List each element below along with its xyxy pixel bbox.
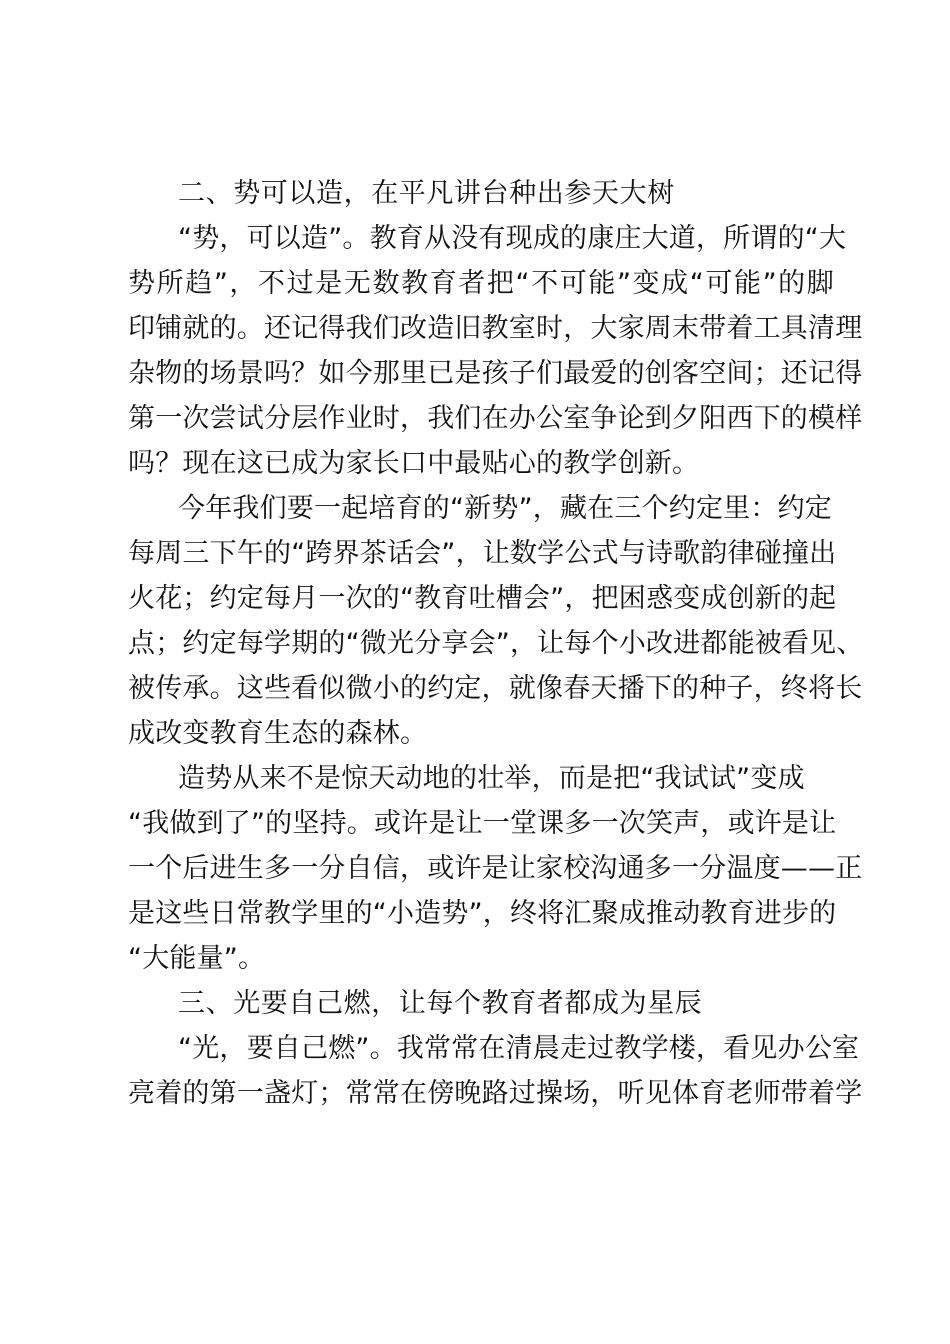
- paragraph-line: “势，可以造”。教育从没有现成的康庄大道，所谓的“大: [178, 223, 847, 254]
- paragraph-line: 火花；约定每月一次的“教育吐槽会”，把困惑变成创新的起: [128, 583, 837, 614]
- paragraph-line: 势所趋”，不过是无数教育者把“不可能”变成“可能”的脚: [128, 268, 834, 299]
- paragraph-line: 是这些日常教学里的“小造势”，终将汇聚成推动教育进步的: [128, 898, 837, 929]
- paragraph-line: 每周三下午的“跨界茶话会”，让数学公式与诗歌韵律碰撞出: [128, 538, 837, 569]
- paragraph-line: “我做到了”的坚持。或许是让一堂课多一次笑声，或许是让: [128, 808, 837, 839]
- paragraph-line: 吗？现在这已成为家长口中最贴心的教学创新。: [128, 448, 700, 479]
- paragraph-line: 杂物的场景吗？如今那里已是孩子们最爱的创客空间；还记得: [128, 358, 863, 389]
- paragraph-line: 成改变教育生态的森林。: [128, 718, 428, 749]
- paragraph-line: “光，要自己燃”。我常常在清晨走过教学楼，看见办公室: [178, 1033, 860, 1064]
- paragraph-line: 被传承。这些看似微小的约定，就像春天播下的种子，终将长: [128, 673, 863, 704]
- paragraph-line: 第一次尝试分层作业时，我们在办公室争论到夕阳西下的模样: [128, 403, 863, 434]
- paragraph-line: 今年我们要一起培育的“新势”，藏在三个约定里：约定: [178, 493, 832, 524]
- paragraph-line: 点；约定每学期的“微光分享会”，让每个小改进都能被看见、: [128, 628, 864, 659]
- paragraph-line: 一个后进生多一分自信，或许是让家校沟通多一分温度——正: [128, 853, 863, 884]
- section-heading-3: 三、光要自己燃，让每个教育者都成为星辰: [178, 988, 703, 1019]
- paragraph-line: 印铺就的。还记得我们改造旧教室时，大家周末带着工具清理: [128, 313, 863, 344]
- paragraph-line: “大能量”。: [128, 943, 266, 974]
- paragraph-line: 亮着的第一盏灯；常常在傍晚路过操场，听见体育老师带着学: [128, 1078, 863, 1109]
- section-heading-2: 二、势可以造，在平凡讲台种出参天大树: [178, 178, 675, 209]
- paragraph-line: 造势从来不是惊天动地的壮举，而是把“我试试”变成: [178, 763, 805, 794]
